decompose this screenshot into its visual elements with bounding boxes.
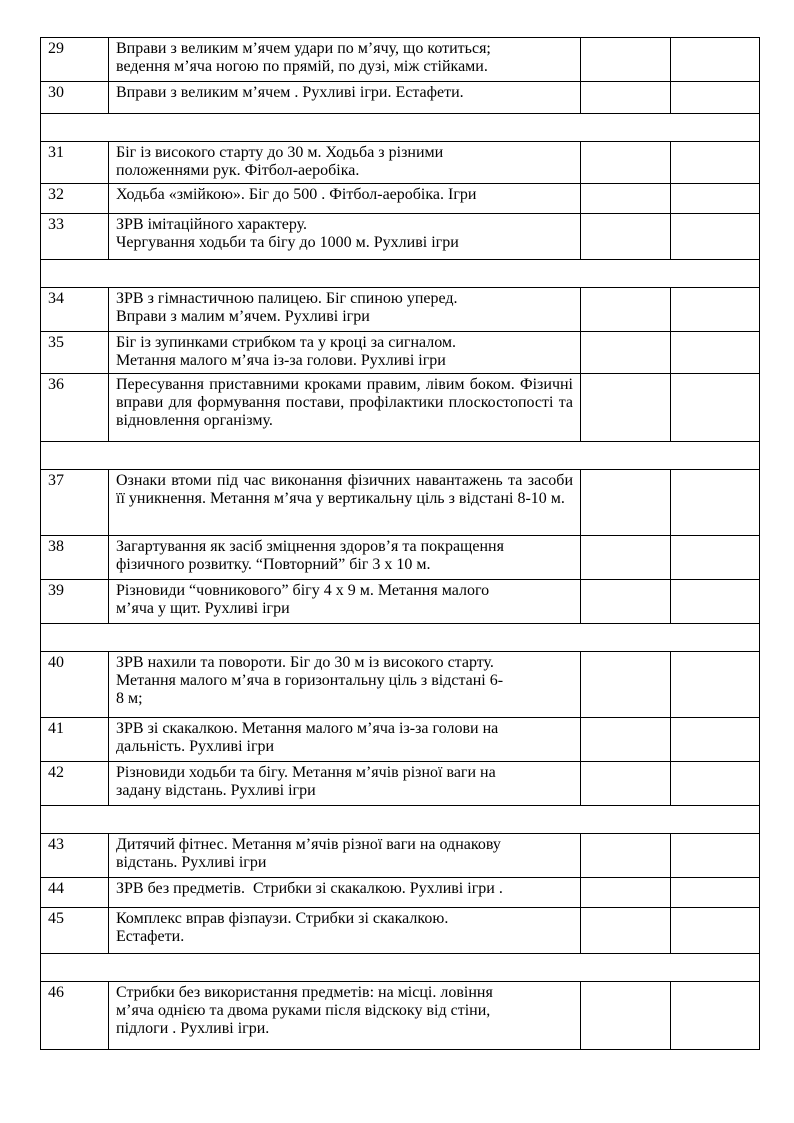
date-cell bbox=[581, 184, 671, 214]
table-row bbox=[41, 332, 760, 374]
week-separator-row bbox=[41, 114, 760, 142]
lesson-number: 30 bbox=[41, 82, 109, 114]
notes-cell bbox=[671, 470, 760, 536]
lesson-topic: Комплекс вправ фізпаузи. Стрибки зі скакалкою. Естафети. bbox=[109, 908, 581, 954]
lesson-topic: Дитячий фітнес. Метання м’ячів різної ваги на однакову відстань. Рухливі ігри bbox=[109, 834, 581, 878]
notes-cell bbox=[671, 718, 760, 762]
lesson-topic: Ознаки втоми під час виконання фізичних навантажень та засоби її уникнення. Метання м’яча у вертикальну ціль з відстані 8-10 м. bbox=[109, 470, 581, 536]
date-cell bbox=[581, 82, 671, 114]
lesson-number: 37 bbox=[41, 470, 109, 536]
lesson-number: 36 bbox=[41, 374, 109, 442]
notes-cell bbox=[671, 214, 760, 260]
date-cell bbox=[581, 908, 671, 954]
table-row bbox=[41, 142, 760, 184]
table-row bbox=[41, 184, 760, 214]
date-cell bbox=[581, 718, 671, 762]
week-separator-row bbox=[41, 624, 760, 652]
date-cell bbox=[581, 142, 671, 184]
lesson-topic: Різновиди “човникового” бігу 4 х 9 м. Метання малого м’яча у щит. Рухливі ігри bbox=[109, 580, 581, 624]
table-row bbox=[41, 82, 760, 114]
notes-cell bbox=[671, 908, 760, 954]
lesson-number: 39 bbox=[41, 580, 109, 624]
lesson-number: 38 bbox=[41, 536, 109, 580]
lesson-number: 35 bbox=[41, 332, 109, 374]
lesson-topic: Загартування як засіб зміцнення здоров’я та покращення фізичного розвитку. “Повторний” біг 3 х 10 м. bbox=[109, 536, 581, 580]
lesson-number: 29 bbox=[41, 38, 109, 82]
table-row bbox=[41, 536, 760, 580]
table-row bbox=[41, 908, 760, 954]
week-separator-row bbox=[41, 954, 760, 982]
notes-cell bbox=[671, 38, 760, 82]
notes-cell bbox=[671, 536, 760, 580]
lesson-topic: ЗРВ зі скакалкою. Метання малого м’яча із-за голови на дальність. Рухливі ігри bbox=[109, 718, 581, 762]
table-row bbox=[41, 652, 760, 718]
date-cell bbox=[581, 580, 671, 624]
lesson-topic: Різновиди ходьби та бігу. Метання м’ячів різної ваги на задану відстань. Рухливі ігри bbox=[109, 762, 581, 806]
lesson-topic: ЗРВ імітаційного характеру. Чергування ходьби та бігу до 1000 м. Рухливі ігри bbox=[109, 214, 581, 260]
notes-cell bbox=[671, 374, 760, 442]
lesson-topic: Біг із зупинками стрибком та у кроці за сигналом. Метання малого м’яча із-за голови. Рухливі ігри bbox=[109, 332, 581, 374]
table-row bbox=[41, 580, 760, 624]
notes-cell bbox=[671, 142, 760, 184]
lesson-topic: Вправи з великим м’ячем удари по м’ячу, що котиться; ведення м’яча ногою по прямій, по дузі, між стійками. bbox=[109, 38, 581, 82]
table-row bbox=[41, 374, 760, 442]
lesson-number: 44 bbox=[41, 878, 109, 908]
lesson-number: 40 bbox=[41, 652, 109, 718]
date-cell bbox=[581, 762, 671, 806]
week-separator-row bbox=[41, 260, 760, 288]
lesson-plan-table bbox=[40, 37, 760, 1050]
table-row bbox=[41, 288, 760, 332]
date-cell bbox=[581, 288, 671, 332]
lesson-topic: ЗРВ без предметів. Стрибки зі скакалкою. Рухливі ігри . bbox=[109, 878, 581, 908]
table-row bbox=[41, 834, 760, 878]
table-row bbox=[41, 214, 760, 260]
notes-cell bbox=[671, 652, 760, 718]
week-separator-row bbox=[41, 806, 760, 834]
table-row bbox=[41, 762, 760, 806]
lesson-topic: ЗРВ з гімнастичною палицею. Біг спиною уперед. Вправи з малим м’ячем. Рухливі ігри bbox=[109, 288, 581, 332]
date-cell bbox=[581, 374, 671, 442]
notes-cell bbox=[671, 762, 760, 806]
notes-cell bbox=[671, 82, 760, 114]
lesson-number: 46 bbox=[41, 982, 109, 1050]
date-cell bbox=[581, 878, 671, 908]
lesson-number: 45 bbox=[41, 908, 109, 954]
notes-cell bbox=[671, 834, 760, 878]
table-row bbox=[41, 878, 760, 908]
date-cell bbox=[581, 470, 671, 536]
date-cell bbox=[581, 38, 671, 82]
lesson-number: 32 bbox=[41, 184, 109, 214]
lesson-topic: Ходьба «змійкою». Біг до 500 . Фітбол-аеробіка. Ігри bbox=[109, 184, 581, 214]
table-row bbox=[41, 38, 760, 82]
table-row bbox=[41, 982, 760, 1050]
lesson-number: 33 bbox=[41, 214, 109, 260]
lesson-number: 42 bbox=[41, 762, 109, 806]
notes-cell bbox=[671, 288, 760, 332]
date-cell bbox=[581, 834, 671, 878]
notes-cell bbox=[671, 982, 760, 1050]
notes-cell bbox=[671, 332, 760, 374]
lesson-topic: Біг із високого старту до 30 м. Ходьба з різними положеннями рук. Фітбол-аеробіка. bbox=[109, 142, 581, 184]
lesson-topic: ЗРВ нахили та повороти. Біг до 30 м із високого старту. Метання малого м’яча в горизонтальну ціль з відстані 6- 8 м; bbox=[109, 652, 581, 718]
lesson-number: 31 bbox=[41, 142, 109, 184]
lesson-topic: Стрибки без використання предметів: на місці. ловіння м’яча однією та двома руками після відскоку від стіни, підлоги . Рухливі ігри. bbox=[109, 982, 581, 1050]
lesson-number: 43 bbox=[41, 834, 109, 878]
notes-cell bbox=[671, 878, 760, 908]
date-cell bbox=[581, 536, 671, 580]
date-cell bbox=[581, 332, 671, 374]
lesson-topic: Вправи з великим м’ячем . Рухливі ігри. Естафети. bbox=[109, 82, 581, 114]
lesson-number: 34 bbox=[41, 288, 109, 332]
notes-cell bbox=[671, 580, 760, 624]
lesson-topic: Пересування приставними кроками правим, лівим боком. Фізичні вправи для формування постави, профілактики плоскостопості та відновлення організму. bbox=[109, 374, 581, 442]
date-cell bbox=[581, 214, 671, 260]
date-cell bbox=[581, 652, 671, 718]
lesson-number: 41 bbox=[41, 718, 109, 762]
notes-cell bbox=[671, 184, 760, 214]
table-row bbox=[41, 470, 760, 536]
week-separator-row bbox=[41, 442, 760, 470]
table-row bbox=[41, 718, 760, 762]
date-cell bbox=[581, 982, 671, 1050]
